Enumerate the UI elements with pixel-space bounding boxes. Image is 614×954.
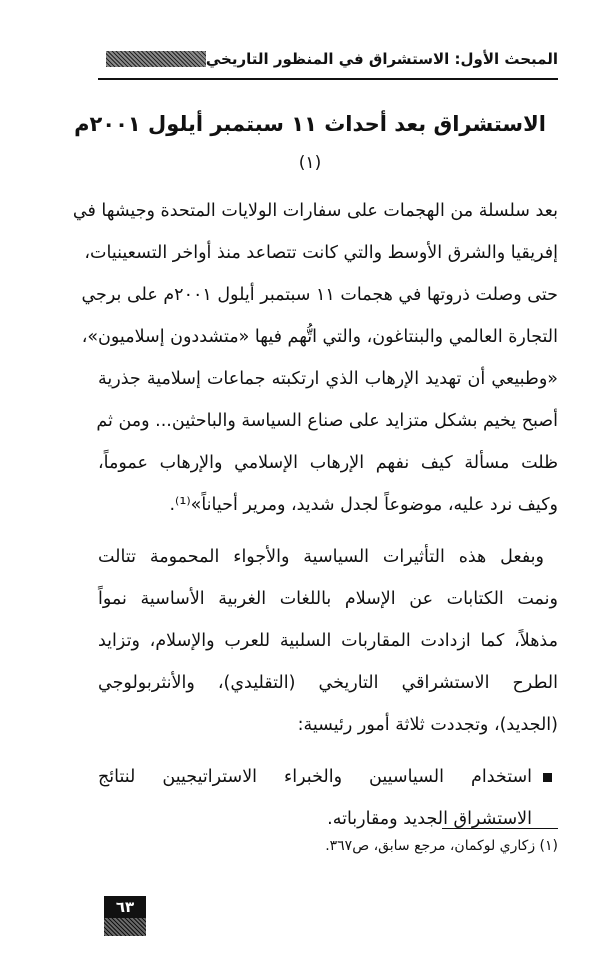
- square-bullet-icon: [543, 773, 552, 782]
- bullet-text: استخدام السياسيين والخبراء الاستراتيجيين لنتائج: [98, 767, 532, 787]
- paragraph-line: الطرح الاستشراقي التاريخي (التقليدي)، والأنثربولوجي: [98, 673, 558, 693]
- paragraph-line: بعد سلسلة من الهجمات على سفارات الولايات المتحدة وجيشها في: [72, 201, 558, 221]
- footnote-rule: [442, 828, 558, 829]
- footnote: (١) زكاري لوكمان، مرجع سابق، ص٣٦٧.: [325, 838, 558, 854]
- running-header: [98, 44, 558, 74]
- paragraph-line: وبفعل هذه التأثيرات السياسية والأجواء المحمومة تتالت: [98, 547, 544, 567]
- header-rule: [98, 78, 558, 80]
- paragraph-line: وكيف نرد عليه، موضوعاً لجدل شديد، ومرير أحياناً»⁽¹⁾.: [169, 495, 558, 515]
- paragraph-line: (الجديد)، وتجددت ثلاثة أمور رئيسية:: [297, 715, 558, 735]
- paragraph-line: حتى وصلت ذروتها في هجمات ١١ سبتمبر أيلول ٢٠٠١م على برجي: [81, 285, 558, 305]
- paragraph-line: التجارة العالمي والبنتاغون، والتي اتُّهم فيها «متشددون إسلاميون»،: [81, 327, 558, 347]
- bullet-continuation: الاستشراق الجديد ومقارباته.: [327, 809, 532, 829]
- section-number: (١): [298, 153, 322, 173]
- header-ornament-band: [106, 51, 206, 67]
- paragraph-line: ونمت الكتابات عن الإسلام باللغات الغربية الأساسية نمواً: [98, 589, 558, 609]
- body-text: [72, 190, 558, 840]
- paragraph-line: أصبح يخيم بشكل متزايد على صناع السياسة والباحثين... ومن ثم: [96, 411, 558, 431]
- page-number-box: [104, 896, 146, 936]
- section-title: الاستشراق بعد أحداث ١١ سبتمبر أيلول ٢٠٠١م: [74, 112, 546, 136]
- page-number: ٦٣: [104, 896, 146, 918]
- running-header-title: المبحث الأول: الاستشراق في المنظور التاريخي: [205, 50, 558, 68]
- paragraph-line: إفريقيا والشرق الأوسط والتي كانت تتصاعد منذ أواخر التسعينيات،: [84, 243, 558, 263]
- paragraph-line: ظلت مسألة كيف نفهم الإرهاب الإسلامي والإرهاب عموماً،: [98, 453, 558, 473]
- paragraph-line: مذهلاً، كما ازدادت المقاربات السلبية للعرب والإسلام، وتزايد: [98, 631, 558, 651]
- paragraph-line: «وطبيعي أن تهديد الإرهاب الذي ارتكبته جماعات إسلامية جذرية: [98, 369, 558, 389]
- bullet-item: [98, 756, 558, 798]
